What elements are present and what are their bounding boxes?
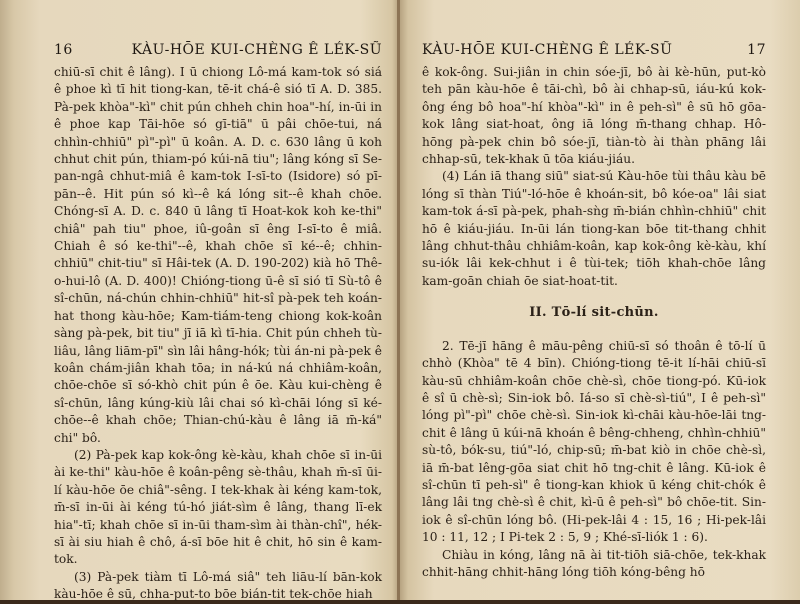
left-page-body: [54, 64, 382, 604]
right-paragraph-4: Chiàu in kóng, lâng nā ài tit-tiōh siā-chōe, tek-khak chhit-hāng chhit-hāng lóng tiōh kóng-bêng hō: [422, 547, 766, 579]
right-page: [400, 0, 800, 600]
right-paragraph-1: ê kok-ông. Sui-jiân in chin sóe-jī, bô ài kè-hūn, put-kò teh pān kàu-hōe ê tāi-chì, bô ài chhap-sū, iáu-kú kok-ông éng bô hoa"-hí khòa"-kì" in ê peh-sì" ê sū hō gōa-kok lâng siat-hoat, ông iā lóng m̄-thang chhap. Hô-hōng pà-pek chin bô sóe-jī, tiàn-tò ài thàn phāng lâi chhap-sū, tek-khak ū tōa kiáu-jiáu.: [422, 65, 766, 167]
left-page-number: 16: [54, 42, 73, 58]
left-page-header: [54, 42, 382, 64]
left-running-head: KÀU-HŌE KUI-CHÈNG Ê LÉK-SŨ: [131, 42, 382, 58]
left-paragraph-1: chiū-sī chit ê lâng). I ū chiong Lô-má kam-tok só siá ê phoe kì tī hit tiong-kan, tē-it chá-ê sió tī A. D. 385. Pà-pek khòa"-kì" chit pún chheh chin hoa"-hí, in-ūi in ê phoe kap Tāi-hōe só gī-tiā" ū pâi chōe-tui, ná chhìn-chhiū" pì"-pì" ū koân. A. D. c. 630 lâng ū koh chhut chit pún, thiam-pó kúi-nā tiu"; lâng kóng sī Se-pan-ngâ chhut-miâ ê kam-tok I-sī-to (Isidore) só pī-pān--ê. Hit pún só kì--ê ká lóng sit--ê khah chōe. Chóng-sī A. D. c. 840 ū lâng tī Hoat-kok koh ke-thi" chiâ" pah tiu" phoe, iû-goân sī êng I-sī-to ê miâ. Chiah ê só ke-thi"--ê, khah chōe sī ké--ê; chhin-chhiū" chit-tiu" sī Hâi-tek (A. D. 190-202) kià hō Thê-o-hui-lô (A. D. 400)! Chióng-tiong ū-ê sī sió tī Sù-tô ê sî-chūn, ná-chún chhin-chhiū" hit-sî pà-pek teh koán-hat thong kàu-hōe; Kam-tiám-teng chiong kok-koân sàng pà-pek, bit tiu" jī iā kì tī-hia. Chit pún chheh tù-liâu, lâng liām-pī" sìn lâi hâng-hók; tùi án-ni pà-pek ê koân chám-jiân khah tōa; in ná-kú ná chhiâm-koân, chōe-chōe sī só-khò chit pún ê ōe. Kàu kui-chèng ê sî-chūn, lâng kúng-kiù lâi chai só kì-chāi lóng sī ké-chōe--ê khah chōe; Thian-chú-kàu ê lâng iā m̄-ká" chi" bô.: [54, 65, 382, 445]
right-page-header: [422, 42, 766, 64]
left-paragraph-3: (3) Pà-pek tiàm tī Lô-má siâ" teh liāu-lí bān-kok kàu-hōe ê sū, chha-put-to bōe bián-tit tek-chōe hiah: [54, 569, 382, 602]
right-paragraph-3: 2. Tē-jī hāng ê māu-pêng chiū-sī só thoân ê tō-lí ū chhò (Khòa" tē 4 bīn). Chióng-tiong tē-it lí-hāi chiū-sī kàu-sū chhiâm-koân chōe chè-sì, chōe tiong-pó. Kū-iok ê sî ū chè-sì; Sin-iok bô. Iá-so sī chè-sì-tiú", I ê peh-sì" lóng pì"-pì" chōe chè-sì. Sin-iok kì-chāi kàu-hōe-lāi tng-chit ê lâng ū kúi-nā khoán ê bêng-chheng, chhìn-chhiū" sù-tô, bók-su, tiú"-ló, chip-sū; m̄-bat kiò in chōe chè-sì, iā m̄-bat lêng-gōa siat chit hō tng-chit ê lâng. Kū-iok ê sî-chūn tī peh-sì" ê tiong-kan khiok ū kéng chit-chók ê lâng lâi tng chè-sì ê chit, kì-ū ê peh-sì" bô chōe-tit. Sin-iok ê sî-chūn lóng bô. (Hi-pek-lâi 4 : 15, 16 ; Hi-pek-lâi 10 : 11, 12 ; I Pi-tek 2 : 5, 9 ; Khé-sī-liók 1 : 6).: [422, 338, 766, 545]
right-paragraph-2: (4) Lán iā thang siū" siat-sú Kàu-hōe tùi thâu kàu bē lóng sī thàn Tiú"-ló-hōe ê khoán-sit, bô kóe-oa" lâi siat kam-tok á-sī pà-pek, phah-sǹg m̄-bián chhìn-chhiū" chit hō ê kiáu-jiáu. In-ūi lán tiong-kan bōe tit-thang chhit lâng chhut-thâu chhiâm-koân, kap kok-ông kè-kàu, khí su-iók lâi kek-chhut i ê tùi-tek; tiōh khah-chōe lâng kam-goān chiah ōe siat-hoat-tit.: [422, 169, 766, 288]
section-heading: II. Tō-lí sit-chūn.: [529, 305, 659, 321]
left-page: [0, 0, 398, 600]
right-page-number: 17: [747, 42, 766, 58]
left-paragraph-2: (2) Pà-pek kap kok-ông kè-kàu, khah chōe sī in-ūi ài ke-thi" kàu-hōe ê koân-pêng sè-thâu, khah m̄-sī ūi-lí kàu-hōe ōe chiâ"-sêng. I tek-khak ài kéng kam-tok, m̄-sī in-ūi ài kéng tú-hó jiát-sìm ê lâng, thang lī-ek hia"-tī; khah chōe sī in-ūi tham-sìm ài thàn-chî", hék-sī ài siu hiah ê chô, á-sī bōe hit ê chit, hō sin ê kam-tok.: [54, 447, 382, 567]
right-page-body: [422, 64, 766, 581]
right-running-head: KÀU-HŌE KUI-CHÈNG Ê LÉK-SŨ: [422, 42, 673, 58]
